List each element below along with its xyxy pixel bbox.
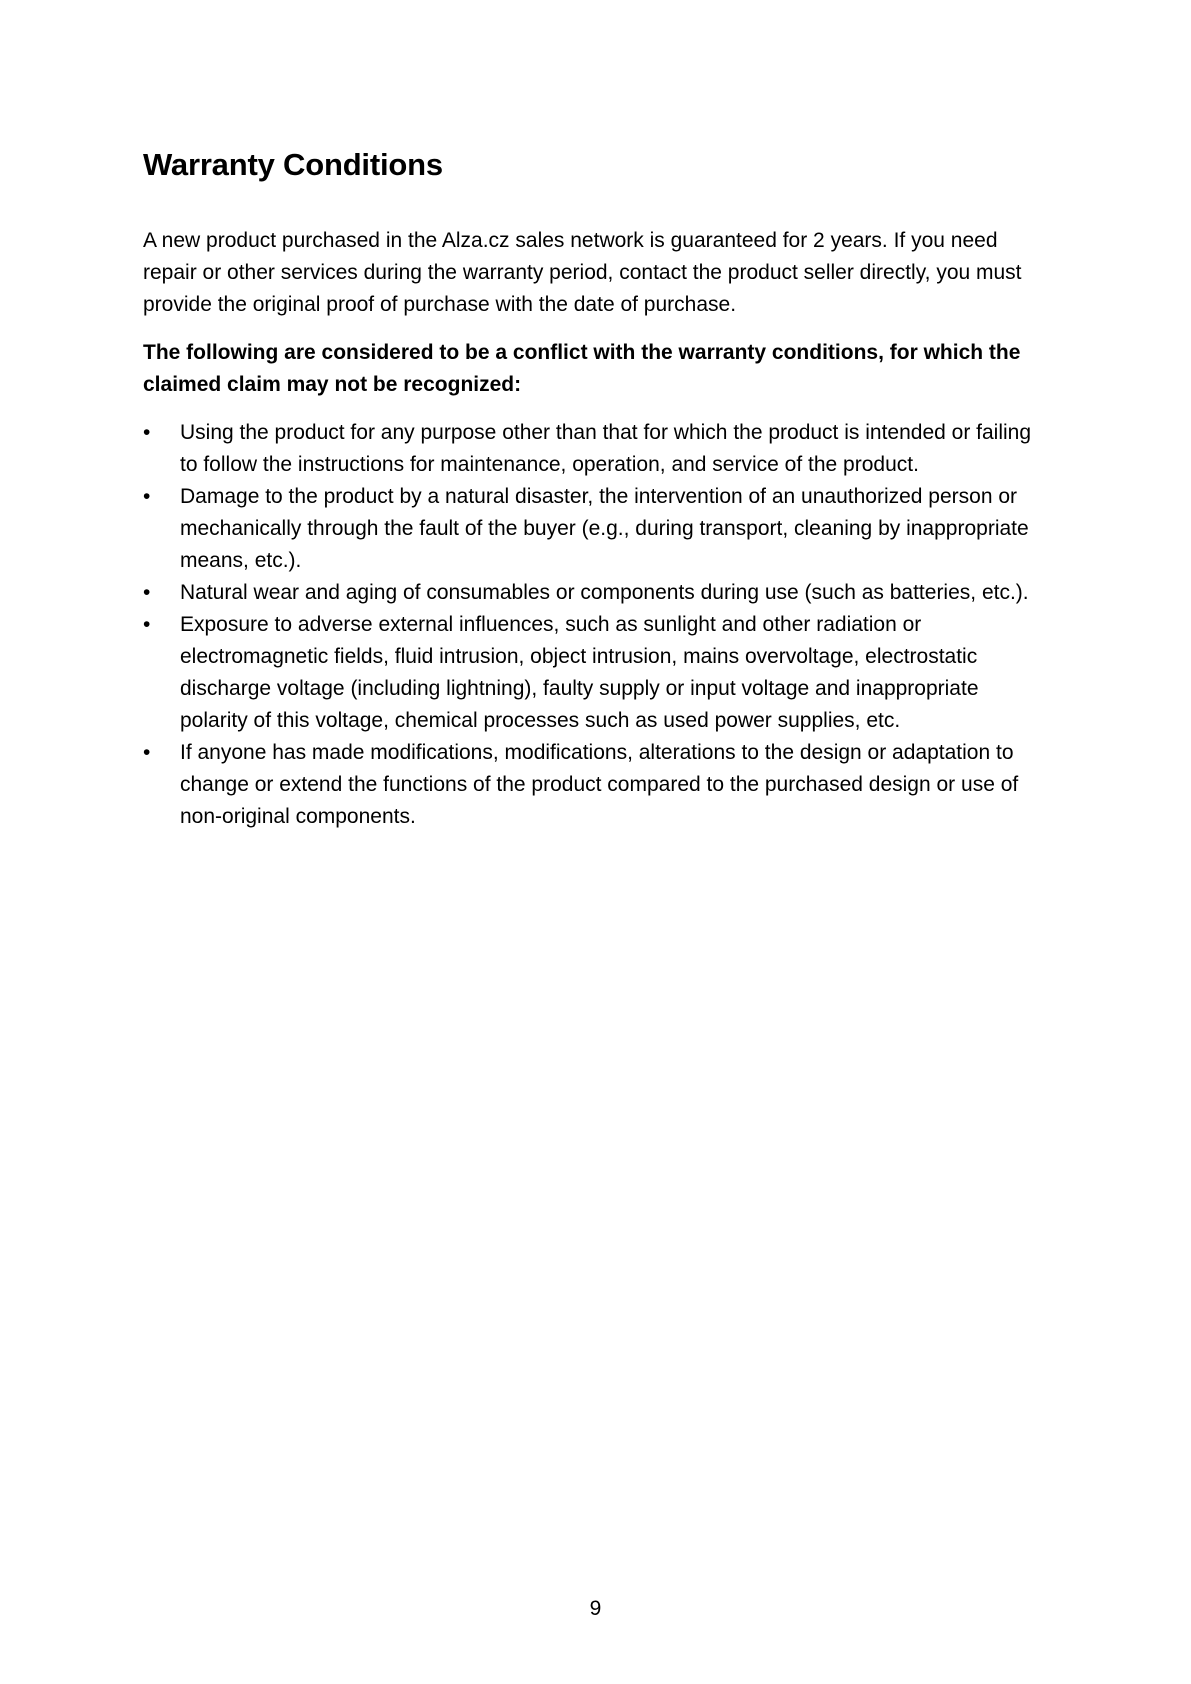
list-item xyxy=(143,609,1048,737)
list-item xyxy=(143,417,1048,481)
conflict-heading: The following are considered to be a conflict with the warranty conditions, for which the claimed claim may not be recognized: xyxy=(143,341,1021,396)
list-item-text: Exposure to adverse external influences, such as sunlight and other radiation or electromagnetic fields, fluid intrusion, object intrusion, mains overvoltage, electrostatic discharge voltage (including lightning), faulty supply or input voltage and inappropriate polarity of this voltage, chemical processes such as used power supplies, etc. xyxy=(180,613,979,732)
bullet-icon: • xyxy=(143,485,151,508)
list-item-text: Using the product for any purpose other than that for which the product is intended or failing to follow the instructions for maintenance, operation, and service of the product. xyxy=(180,421,1032,476)
conditions-list xyxy=(143,417,1048,833)
page-title: Warranty Conditions xyxy=(143,147,443,182)
bullet-icon: • xyxy=(143,613,151,636)
bullet-icon: • xyxy=(143,421,151,444)
list-item xyxy=(143,577,1048,609)
list-item xyxy=(143,481,1048,577)
bullet-icon: • xyxy=(143,581,151,604)
list-item-text: Natural wear and aging of consumables or components during use (such as batteries, etc.). xyxy=(180,581,1029,604)
page-content xyxy=(143,143,1048,833)
list-item xyxy=(143,737,1048,833)
page-number: 9 xyxy=(589,1597,602,1620)
intro-paragraph: A new product purchased in the Alza.cz sales network is guaranteed for 2 years. If you need repair or other services during the warranty period, contact the product seller directly, you must provide the original proof of purchase with the date of purchase. xyxy=(143,229,1022,316)
bullet-icon: • xyxy=(143,741,151,764)
list-item-text: Damage to the product by a natural disaster, the intervention of an unauthorized person or mechanically through the fault of the buyer (e.g., during transport, cleaning by inappropriate means, etc.). xyxy=(180,485,1029,572)
list-item-text: If anyone has made modifications, modifications, alterations to the design or adaptation to change or extend the functions of the product compared to the purchased design or use of non-original components. xyxy=(180,741,1019,828)
